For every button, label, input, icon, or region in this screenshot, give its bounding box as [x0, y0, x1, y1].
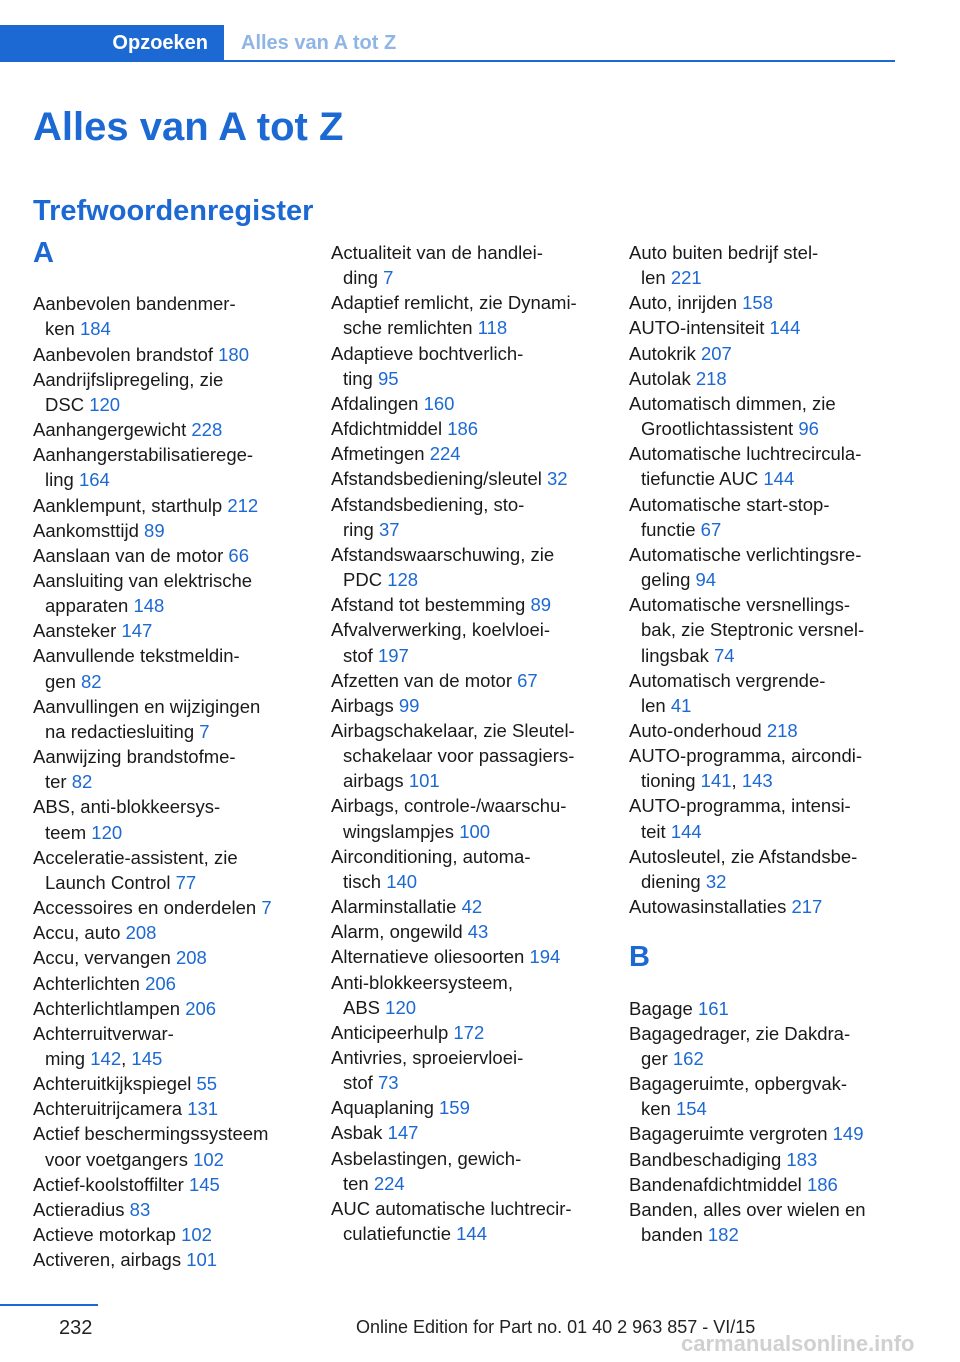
index-entry: [629, 668, 899, 718]
index-entry: [629, 1172, 899, 1197]
index-entry-text: Alarm, ongewild: [331, 921, 468, 943]
index-entry-text: Aansluiting van elektrische: [33, 570, 253, 592]
page-reference-link[interactable]: 42: [461, 896, 483, 918]
page-reference-link[interactable]: 142: [90, 1047, 122, 1069]
page-reference-link[interactable]: 73: [377, 1072, 399, 1094]
index-entry-text: ring: [343, 518, 379, 540]
index-entry-text: ting: [343, 367, 378, 389]
page-reference-link[interactable]: 7: [261, 897, 272, 919]
index-entry-text: Achterruitverwar-: [33, 1022, 174, 1044]
index-entry-text: Achteruitrijcamera: [33, 1098, 188, 1120]
index-entry-text: Automatisch dimmen, zie: [629, 392, 836, 414]
index-entry-text: Afstandswaarschuwing, zie: [331, 543, 555, 565]
index-entry: [629, 240, 899, 290]
page-reference-link[interactable]: 43: [467, 921, 489, 943]
page-reference-link[interactable]: 101: [186, 1249, 218, 1271]
index-entry: [33, 367, 303, 417]
page-reference-link[interactable]: 77: [175, 871, 197, 893]
index-entry: [629, 718, 899, 743]
index-entry-text: Banden, alles over wielen en: [629, 1198, 866, 1220]
index-entry-text: schakelaar voor passagiers-: [343, 745, 575, 767]
page-reference-link[interactable]: 162: [672, 1047, 704, 1069]
index-entry-text: Afzetten van de motor: [331, 669, 518, 691]
index-entry-text: Autowasinstallaties: [629, 896, 792, 918]
index-entry-text: stof: [343, 644, 378, 666]
index-entry: [331, 1120, 601, 1145]
index-entry-text: Accu, auto: [33, 922, 126, 944]
page-reference-link[interactable]: 147: [121, 620, 153, 642]
page-reference-link[interactable]: 206: [185, 997, 217, 1019]
page-reference-link[interactable]: 164: [78, 469, 110, 491]
index-entry-text: Aanvullingen en wijzigingen: [33, 695, 261, 717]
index-entry-text: bak, zie Steptronic versnel-: [641, 619, 865, 641]
index-entry-text: Grootlichtassistent: [641, 418, 799, 440]
page-reference-link[interactable]: 172: [453, 1021, 485, 1043]
index-entry: [629, 1197, 899, 1247]
page-reference-link[interactable]: 82: [81, 670, 102, 692]
page-reference-link[interactable]: 161: [697, 997, 729, 1019]
page-reference-link[interactable]: 120: [385, 996, 417, 1018]
page-reference-link[interactable]: 131: [187, 1098, 219, 1120]
index-entry-text: Airbags: [331, 694, 399, 716]
page-reference-link[interactable]: 212: [227, 494, 259, 516]
index-entry-text: Actualiteit van de handlei-: [331, 242, 543, 263]
index-entry: [331, 617, 601, 667]
index-subtitle: Trefwoordenregister: [33, 195, 314, 227]
header-rule: [224, 60, 895, 62]
index-entry-text: Automatische verlichtingsre-: [629, 543, 862, 565]
page-reference-link[interactable]: 184: [79, 318, 111, 340]
index-entry-text: Adaptief remlicht, zie Dynami-: [331, 292, 577, 314]
index-entry: [331, 1196, 601, 1246]
index-entry-text: AUTO-programma, intensi-: [629, 795, 851, 817]
index-entry-text: Aanbevolen bandenmer-: [33, 293, 236, 315]
page-reference-link[interactable]: 120: [91, 821, 123, 843]
index-entry: [629, 315, 899, 340]
page-reference-link[interactable]: 217: [791, 896, 823, 918]
index-entry-text: Anticipeerhulp: [331, 1021, 454, 1043]
index-entry-text: Afstandsbediening/sleutel: [331, 468, 547, 490]
index-entry-text: ding: [343, 267, 384, 289]
footer-rule: [0, 1304, 98, 1306]
index-entry-text: Aanvullende tekstmeldin-: [33, 645, 240, 667]
index-entry-text: Accessoires en onderdelen: [33, 897, 262, 919]
index-entry-text: Asbak: [331, 1122, 388, 1144]
page-reference-link[interactable]: 148: [133, 595, 165, 617]
chapter-title-tab[interactable]: Alles van A tot Z: [241, 32, 397, 54]
index-entry: [33, 493, 303, 518]
index-entry-text: Afstandsbediening, sto-: [331, 493, 525, 515]
index-entry: [629, 441, 899, 491]
index-entry-text: Bagageruimte vergroten: [629, 1123, 833, 1145]
index-entry: [629, 592, 899, 667]
page-number: 232: [59, 1317, 93, 1339]
page-reference-link[interactable]: 197: [377, 644, 409, 666]
index-entry-text: AUC automatische luchtrecir-: [331, 1197, 572, 1219]
index-entry-text: PDC: [343, 569, 388, 591]
index-entry-text: Auto, inrijden: [629, 292, 743, 314]
page-reference-link[interactable]: 218: [766, 719, 798, 741]
index-entry: [629, 996, 899, 1021]
index-entry-text: Automatische versnellings-: [629, 594, 851, 616]
index-entry-text: Afdalingen: [331, 392, 424, 414]
index-entry: [331, 844, 601, 894]
index-entry: [33, 1247, 303, 1272]
index-entry-text: Bandbeschadiging: [629, 1148, 787, 1170]
index-entry: [33, 543, 303, 568]
index-entry: [33, 920, 303, 945]
index-entry-text: Afdichtmiddel: [331, 418, 448, 440]
index-entry: [331, 592, 601, 617]
index-entry-text: DSC: [45, 393, 90, 415]
index-column-2: [331, 240, 601, 1246]
page-reference-link[interactable]: 95: [377, 367, 399, 389]
index-entry: [33, 1197, 303, 1222]
index-entry-text: ming: [45, 1047, 91, 1069]
index-entry: [629, 894, 899, 919]
page-reference-link[interactable]: 37: [379, 518, 400, 540]
index-entry-text: gen: [45, 670, 82, 692]
page-reference-link[interactable]: 186: [447, 418, 479, 440]
index-entry-text: culatiefunctie: [343, 1223, 457, 1245]
index-entry: [629, 1147, 899, 1172]
page-reference-link[interactable]: 55: [196, 1073, 218, 1095]
index-entry-text: Auto buiten bedrijf stel-: [629, 242, 819, 263]
edition-note: Online Edition for Part no. 01 40 2 963 857 - VI/15: [356, 1317, 756, 1337]
index-entry: [331, 1146, 601, 1196]
index-entry-text: Aanwijzing brandstofme-: [33, 746, 236, 768]
index-entry: [33, 996, 303, 1021]
index-entry-text: Airbagschakelaar, zie Sleutel-: [331, 719, 575, 741]
index-entry-text: Afvalverwerking, koelvloei-: [331, 619, 551, 641]
index-entry: [331, 542, 601, 592]
index-entry-text: Automatisch vergrende-: [629, 669, 826, 691]
index-entry-text: Acceleratie-assistent, zie: [33, 846, 238, 868]
page-reference-link[interactable]: 149: [832, 1123, 864, 1145]
page-title: Alles van A tot Z: [33, 105, 344, 149]
index-entry-text: Achterlichtlampen: [33, 997, 186, 1019]
page-reference-link[interactable]: 41: [670, 694, 692, 716]
index-entry-text: Airconditioning, automa-: [331, 845, 531, 867]
page-reference-link[interactable]: 102: [193, 1148, 224, 1170]
page-reference-link[interactable]: 194: [529, 946, 561, 968]
page-reference-link[interactable]: 224: [429, 443, 461, 465]
index-entry-text: AUTO-programma, aircondi-: [629, 745, 863, 767]
index-entry-text: Alarminstallatie: [331, 896, 462, 918]
page-reference-link[interactable]: 128: [387, 569, 419, 591]
index-entry-text: Aanhangergewicht: [33, 419, 192, 441]
page-reference-link[interactable]: 94: [695, 569, 717, 591]
index-entry-text: Automatische luchtrecircula-: [629, 443, 862, 465]
index-entry-text: Achterlichten: [33, 972, 146, 994]
index-entry: [33, 518, 303, 543]
index-entry: [331, 240, 601, 290]
page-reference-link[interactable]: 101: [408, 770, 440, 792]
index-entry-text: banden: [641, 1224, 708, 1246]
index-entry-text: Aansteker: [33, 620, 122, 642]
index-entry: [331, 668, 601, 693]
index-entry: [33, 1096, 303, 1121]
index-entry-text: Aquaplaning: [331, 1097, 440, 1119]
page-reference-link[interactable]: 147: [387, 1122, 419, 1144]
page-reference-link[interactable]: 143: [741, 770, 773, 792]
index-entry-text: teit: [641, 820, 671, 842]
index-entry-text: voor voetgangers: [45, 1148, 194, 1170]
index-entry-text: Accu, vervangen: [33, 947, 176, 969]
index-entry-text: Actief-koolstoffilter: [33, 1173, 189, 1195]
page-reference-link[interactable]: 89: [144, 519, 165, 541]
page-reference-link[interactable]: 74: [714, 644, 735, 666]
index-entry-text: Automatische start-stop-: [629, 493, 830, 515]
index-entry: [33, 744, 303, 794]
page-reference-link[interactable]: 32: [546, 468, 568, 490]
index-entry-text: Bandenafdichtmiddel: [629, 1173, 807, 1195]
index-entry: [331, 693, 601, 718]
page-reference-link[interactable]: 118: [477, 317, 508, 339]
index-entry-text: tisch: [343, 870, 387, 892]
page-reference-link[interactable]: 144: [670, 820, 702, 842]
index-entry: [331, 793, 601, 843]
index-entry: [629, 1071, 899, 1121]
watermark: carmanualsonline.info: [681, 1331, 915, 1356]
page-reference-link[interactable]: 159: [439, 1097, 470, 1119]
index-entry-text: stof: [343, 1072, 378, 1094]
index-entry-text: Bagagedrager, zie Dakdra-: [629, 1022, 851, 1044]
page-reference-link[interactable]: 96: [798, 418, 819, 440]
page-reference-link[interactable]: 182: [707, 1224, 739, 1246]
index-entry: [33, 1071, 303, 1096]
page-reference-link[interactable]: 145: [131, 1047, 163, 1069]
page-reference-link[interactable]: 160: [423, 392, 455, 414]
index-entry-text: ger: [641, 1047, 673, 1069]
index-letter-heading: A: [33, 237, 54, 269]
index-entry-text: tioning: [641, 770, 701, 792]
index-entry: [33, 895, 303, 920]
page-reference-link[interactable]: 144: [456, 1223, 487, 1245]
index-entry-text: Alternatieve oliesoorten: [331, 946, 530, 968]
page-reference-link[interactable]: 83: [129, 1198, 151, 1220]
page-reference-link[interactable]: 208: [175, 947, 207, 969]
index-entry: [33, 971, 303, 996]
index-entry: [331, 1020, 601, 1045]
index-entry-text: ABS, anti-blokkeersys-: [33, 796, 221, 818]
index-entry: [331, 894, 601, 919]
index-entry: [331, 416, 601, 441]
index-entry: [331, 718, 601, 793]
index-entry-text: Bagageruimte, opbergvak-: [629, 1073, 848, 1095]
index-entry: [33, 694, 303, 744]
index-entry-text: lingsbak: [641, 644, 715, 666]
index-entry-text: Aandrijfslipregeling, zie: [33, 368, 224, 390]
index-entry-text: AUTO-intensiteit: [629, 317, 770, 339]
index-entry-text: ter: [45, 771, 72, 793]
index-column-3: [629, 240, 899, 1247]
index-entry: [629, 391, 899, 441]
index-entry: [331, 441, 601, 466]
index-entry-text: Aanbevolen brandstof: [33, 343, 219, 365]
index-entry: [33, 945, 303, 970]
index-entry-text: apparaten: [45, 595, 134, 617]
index-entry-text: teem: [45, 821, 92, 843]
index-entry-text: ten: [343, 1172, 374, 1194]
index-entry-text: Launch Control: [45, 871, 176, 893]
index-entry: [331, 1095, 601, 1120]
page-reference-link[interactable]: 89: [530, 594, 552, 616]
index-entry-text: airbags: [343, 770, 409, 792]
index-entry: [331, 919, 601, 944]
index-entry-text: Airbags, controle-/waarschu-: [331, 795, 567, 817]
index-entry-text: Aanslaan van de motor: [33, 544, 229, 566]
index-entry: [331, 970, 601, 1020]
index-entry: [33, 618, 303, 643]
page-reference-link[interactable]: 207: [700, 342, 732, 364]
index-entry-text: diening: [641, 870, 706, 892]
page-reference-link[interactable]: 224: [373, 1172, 405, 1194]
index-entry-text: tiefunctie AUC: [641, 468, 764, 490]
index-entry: [629, 1021, 899, 1071]
page-reference-link[interactable]: 180: [218, 343, 250, 365]
index-entry: [33, 794, 303, 844]
index-entry: [629, 1121, 899, 1146]
page-reference-link[interactable]: 144: [769, 317, 801, 339]
index-entry: AUTO-programma, aircondi- tioning 141, 143: [629, 745, 863, 792]
index-entry-text: Aanhangerstabilisatierege-: [33, 444, 254, 466]
index-entry: [33, 342, 303, 367]
page-reference-link[interactable]: 7: [383, 267, 394, 289]
index-entry-text: Actieradius: [33, 1198, 130, 1220]
page-reference-link[interactable]: 221: [670, 267, 702, 289]
index-entry: [629, 341, 899, 366]
page-reference-link[interactable]: 66: [228, 544, 249, 566]
page-reference-link[interactable]: 67: [517, 669, 538, 691]
page-reference-link[interactable]: 82: [71, 771, 93, 793]
index-entry-text: na redactiesluiting: [45, 720, 200, 742]
page-reference-link[interactable]: 99: [398, 694, 420, 716]
index-entry: [33, 845, 303, 895]
page-reference-link[interactable]: 186: [806, 1173, 838, 1195]
page-reference-link[interactable]: 228: [191, 419, 223, 441]
index-entry: [33, 417, 303, 442]
page-reference-link[interactable]: 145: [188, 1173, 220, 1195]
index-entry: [33, 291, 303, 341]
index-entry-text: geling: [641, 569, 696, 591]
index-entry-text: functie: [641, 518, 701, 540]
index-entry-text: len: [641, 267, 671, 289]
index-entry: [33, 1121, 303, 1171]
index-column-1: [33, 237, 303, 1272]
index-entry: [33, 568, 303, 618]
index-entry: [331, 1045, 601, 1095]
index-entry: [331, 341, 601, 391]
page-reference-link[interactable]: 102: [181, 1224, 212, 1246]
index-entry-text: ling: [45, 469, 79, 491]
index-entry: [331, 466, 601, 491]
index-entry-text: Autosleutel, zie Afstandsbe-: [629, 845, 858, 867]
page-header: [0, 25, 895, 62]
index-entry-text: wingslampjes: [343, 820, 460, 842]
index-entry: [33, 1172, 303, 1197]
index-entry-text: Aanklempunt, starthulp: [33, 494, 228, 516]
index-entry: [33, 442, 303, 492]
index-entry: [629, 366, 899, 391]
page-reference-link[interactable]: 158: [742, 292, 773, 314]
index-entry: [629, 542, 899, 592]
page-reference-link[interactable]: 7: [199, 720, 210, 742]
index-entry-text: Aankomsttijd: [33, 519, 145, 541]
page-reference-link[interactable]: 32: [705, 870, 727, 892]
index-entry-text: sche remlichten: [343, 317, 478, 339]
page-reference-link[interactable]: 141: [700, 770, 732, 792]
index-entry: [33, 1222, 303, 1247]
index-entry-text: Bagage: [629, 997, 698, 1019]
index-entry-text: Actieve motorkap: [33, 1224, 182, 1246]
index-entry-text: Autokrik: [629, 342, 701, 364]
index-entry: Achterruitverwar- ming 142, 145: [33, 1022, 174, 1069]
index-entry-text: Achteruitkijkspiegel: [33, 1073, 197, 1095]
page-reference-link[interactable]: 206: [145, 972, 176, 994]
page-reference-link[interactable]: 140: [386, 870, 418, 892]
page-reference-link[interactable]: 100: [459, 820, 491, 842]
index-letter-heading: B: [629, 941, 650, 974]
index-entry-text: Autolak: [629, 367, 696, 389]
index-entry-text: Adaptieve bochtverlich-: [331, 342, 524, 364]
index-entry-text: Activeren, airbags: [33, 1249, 187, 1271]
index-entry-text: Anti-blokkeersysteem,: [331, 971, 513, 993]
index-entry-text: Asbelastingen, gewich-: [331, 1147, 522, 1169]
page-reference-link[interactable]: 208: [125, 922, 157, 944]
index-entry-text: ken: [641, 1098, 676, 1120]
section-tab[interactable]: Opzoeken: [0, 25, 224, 62]
index-entry: [331, 492, 601, 542]
page-reference-link[interactable]: 144: [763, 468, 795, 490]
page-reference-link[interactable]: 67: [700, 518, 722, 540]
index-entry-text: Afstand tot bestemming: [331, 594, 531, 616]
index-entry: [629, 844, 899, 894]
index-entry-text: Antivries, sproeiervloei-: [331, 1047, 524, 1068]
index-entry: [629, 492, 899, 542]
index-entry-text: Auto-onderhoud: [629, 719, 767, 741]
index-entry-text: Afmetingen: [331, 443, 430, 465]
index-entry: [331, 391, 601, 416]
index-entry: [629, 290, 899, 315]
page-reference-link[interactable]: 183: [786, 1148, 818, 1170]
index-entry: [331, 944, 601, 969]
page-reference-link[interactable]: 218: [695, 367, 727, 389]
index-entry-text: len: [641, 694, 671, 716]
index-entry: [629, 793, 899, 843]
index-entry-text: ABS: [343, 996, 386, 1018]
page-reference-link[interactable]: 120: [89, 393, 121, 415]
index-entry-text: ken: [45, 318, 80, 340]
page-reference-link[interactable]: 154: [675, 1098, 707, 1120]
index-entry: [33, 643, 303, 693]
index-entry-text: Actief beschermingssysteem: [33, 1123, 269, 1145]
index-entry: [331, 290, 601, 340]
